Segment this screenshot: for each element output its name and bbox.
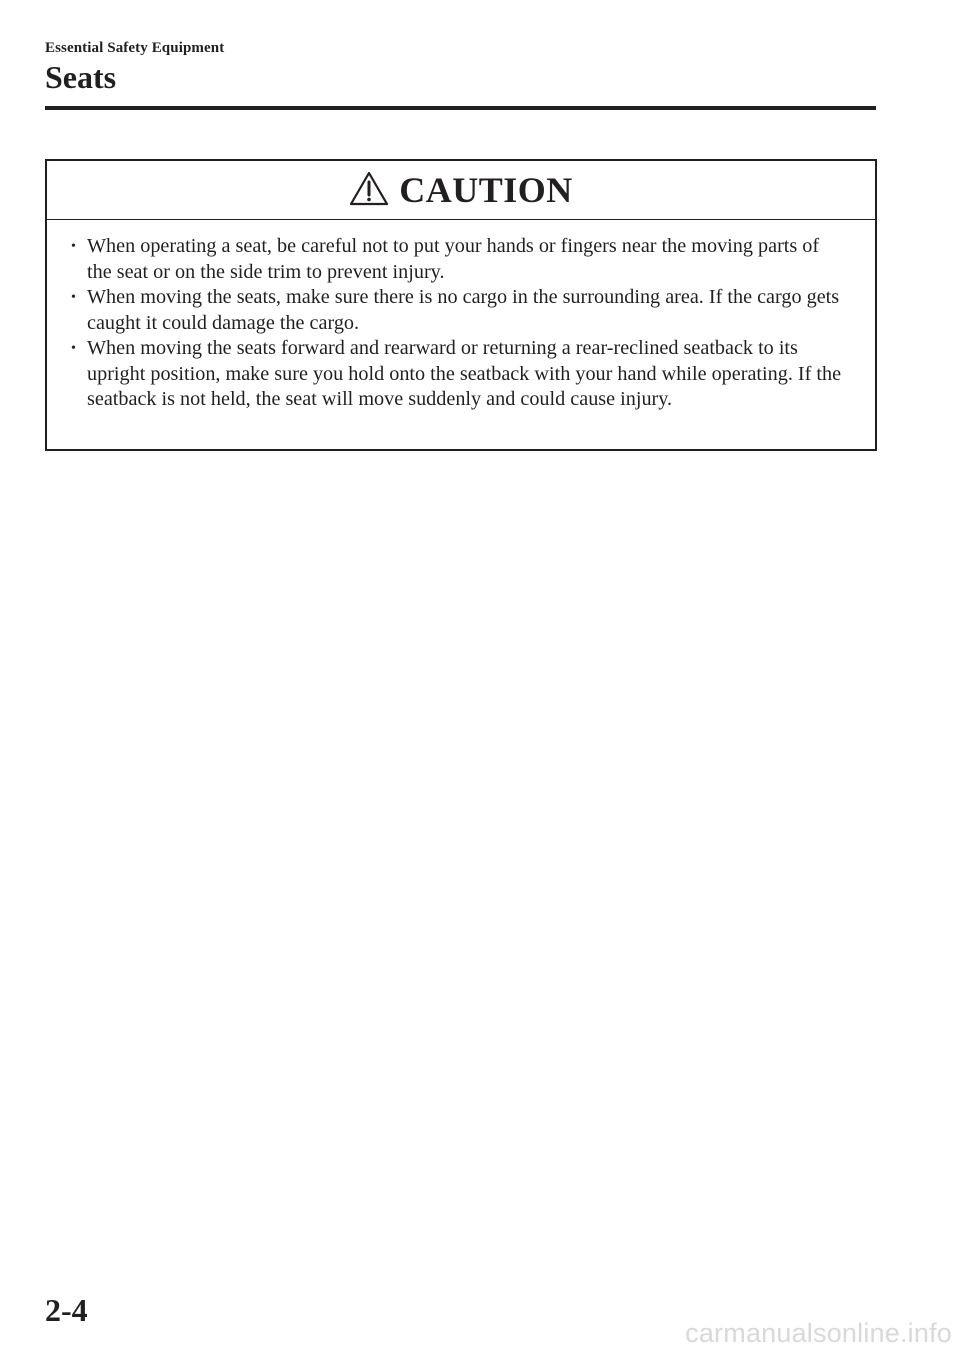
caution-item-text: When operating a seat, be careful not to put your hands or fingers near the moving parts of the seat or on the side trim to prevent injury. (87, 235, 820, 283)
caution-item (47, 234, 875, 285)
bullet-icon: • (71, 290, 76, 305)
caution-item-text: When moving the seats, make sure there is no cargo in the surrounding area. If the cargo gets caught it could damage the cargo. (87, 286, 840, 334)
title-rule (45, 106, 876, 110)
page-number: 2-4 (45, 1292, 88, 1328)
bullet-icon: • (71, 341, 76, 356)
section-label: Essential Safety Equipment (45, 40, 225, 56)
watermark: carmanualsonline.info (685, 1318, 952, 1348)
caution-item (47, 285, 875, 336)
caution-box (45, 159, 877, 451)
caution-list (47, 220, 875, 413)
caution-header (47, 161, 875, 220)
warning-triangle-icon (349, 171, 389, 207)
caution-title: CAUTION (399, 170, 573, 210)
bullet-icon: • (71, 239, 76, 254)
caution-item-text: When moving the seats forward and rearward or returning a rear-reclined seatback to its upright position, make sure you hold onto the seatback with your hand while operating. If the seatback is not held, the seat will move suddenly and could cause injury. (87, 337, 842, 410)
caution-item (47, 336, 875, 413)
page-title: Seats (45, 59, 117, 95)
